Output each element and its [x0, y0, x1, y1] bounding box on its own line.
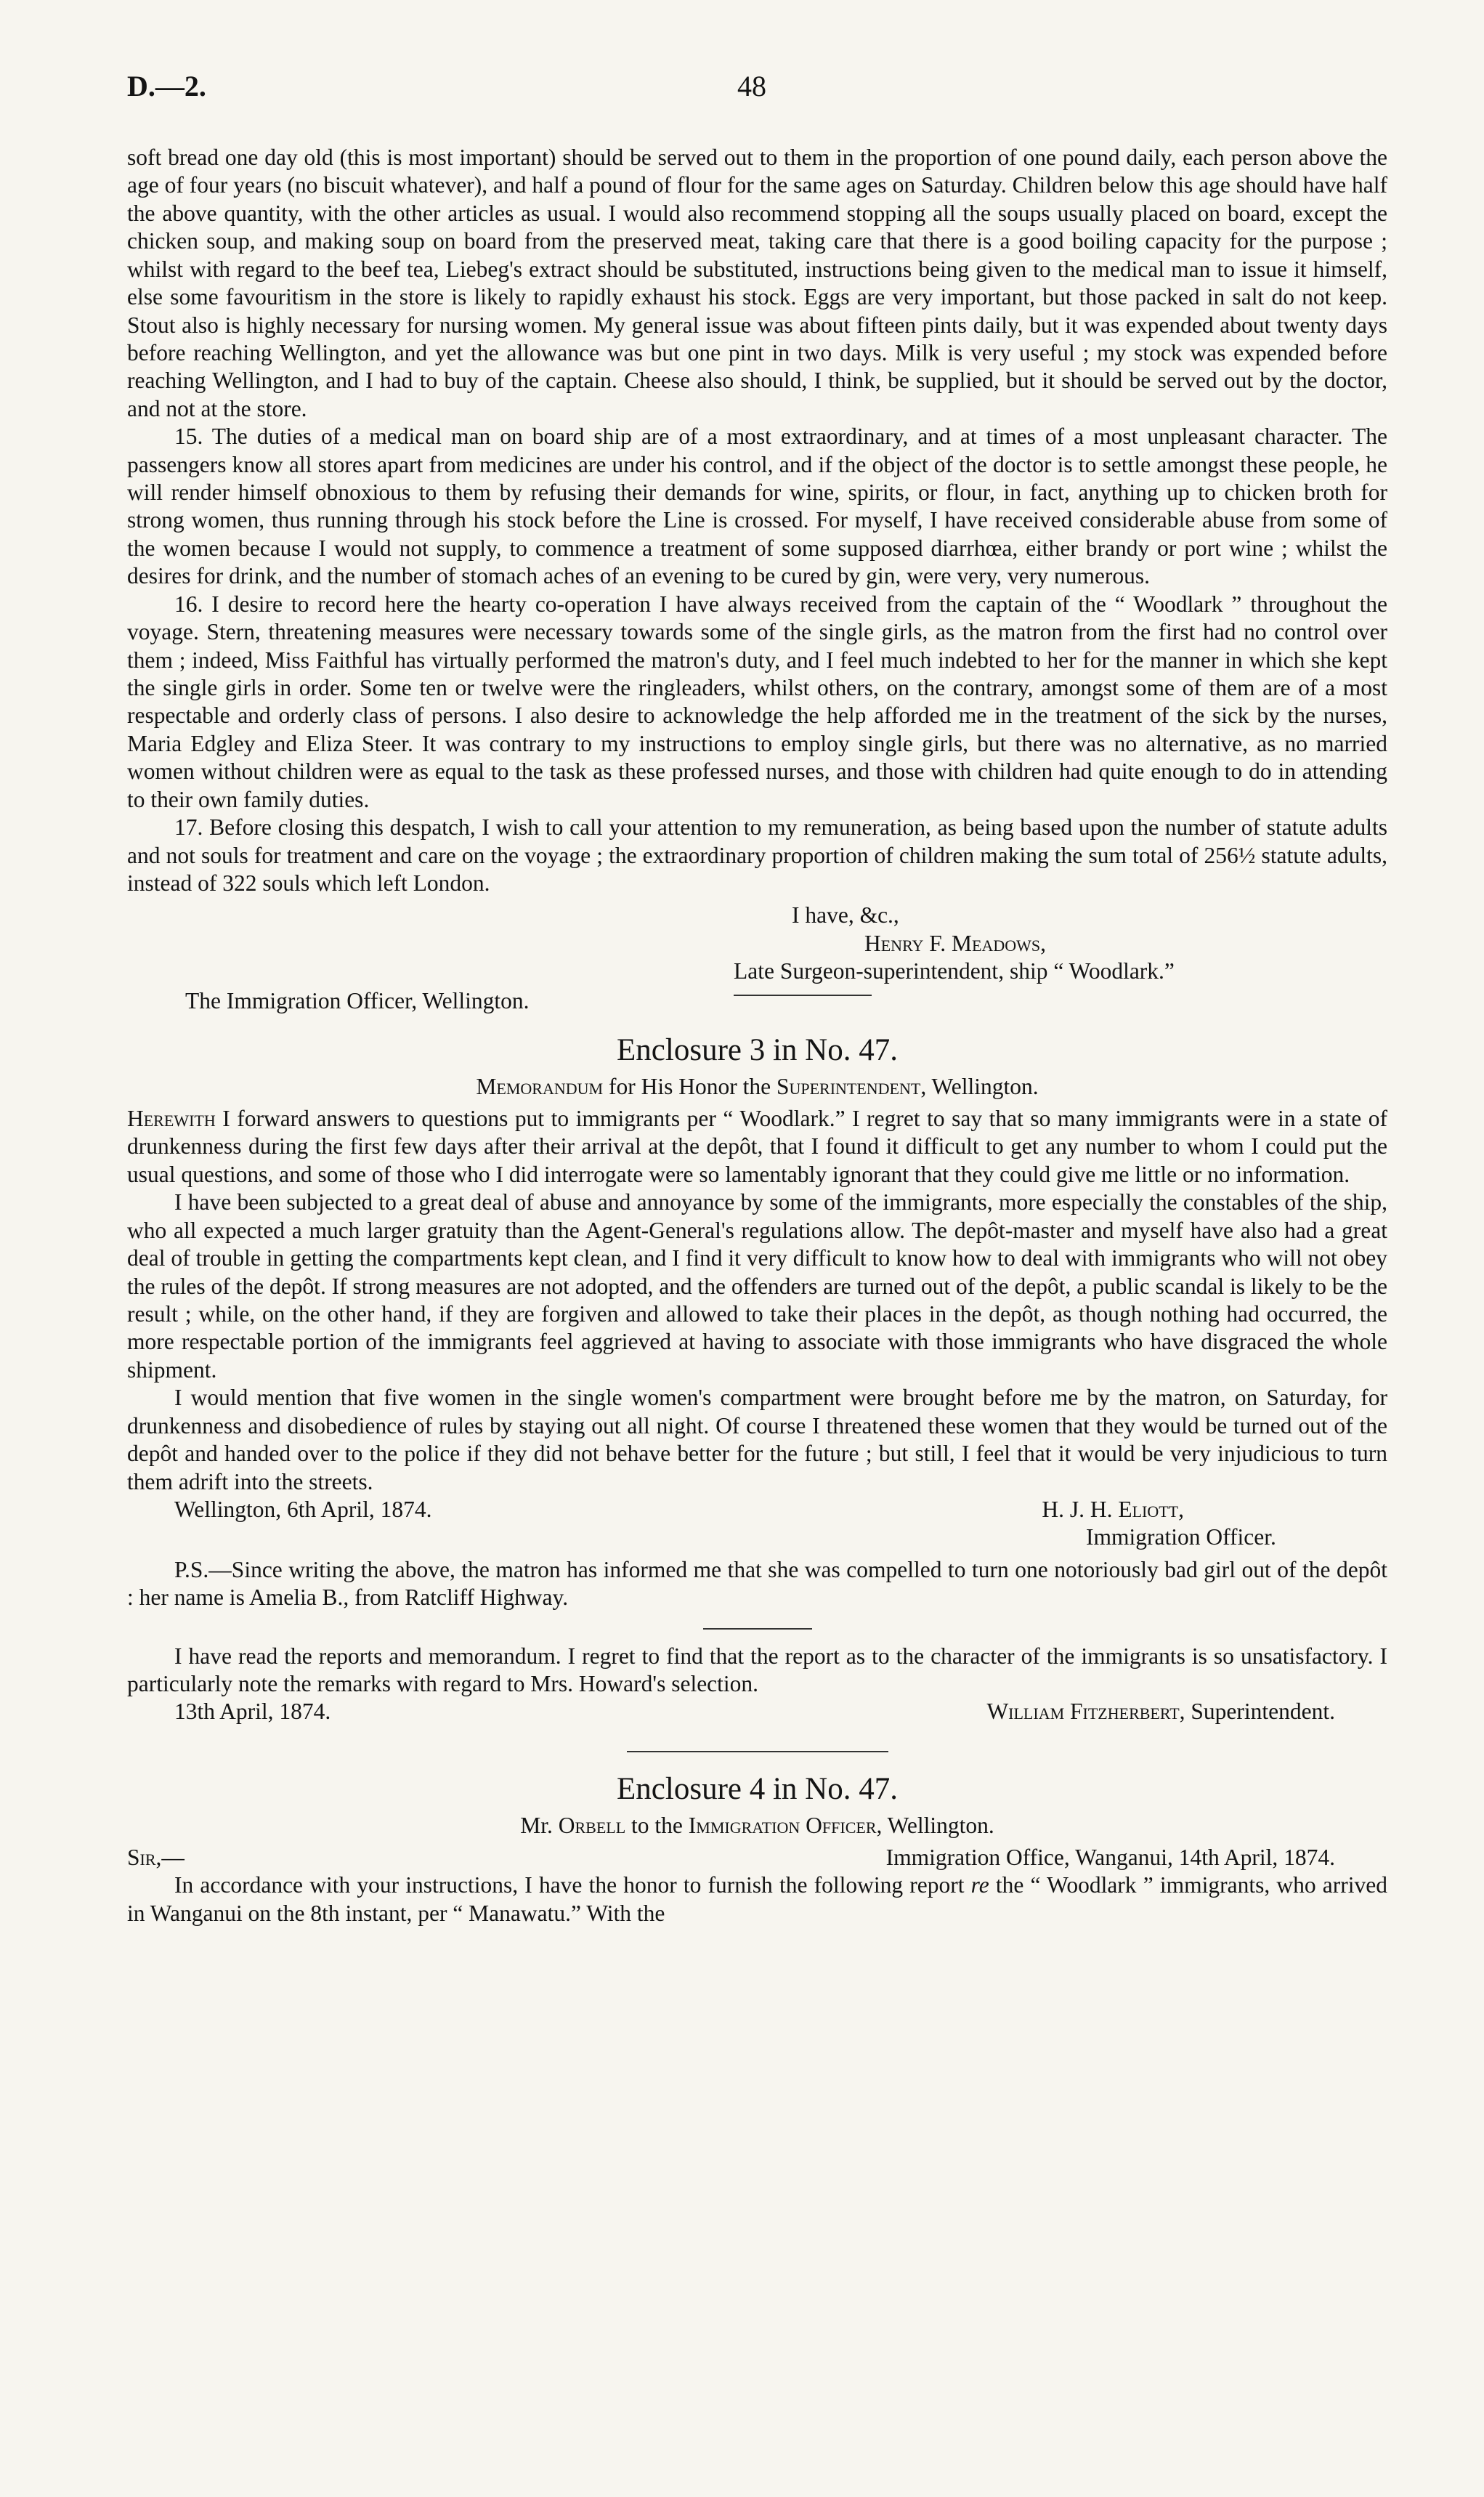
memo-middle: for His Honor the: [603, 1074, 777, 1100]
note-signer: William Fitzherbert: [986, 1699, 1180, 1725]
memo-label: Memorandum: [476, 1074, 604, 1100]
memo-first-text: I forward answers to questions put to immigrants per “ Woodlark.” I regret to say that so many immigrants were in a state of drunkenness during the first few days after their arrival at the depôt, that I found it difficult to get any number to whom I could put the usual questions, and some of those who I did interrogate were so lamentably ignorant that they could give me little or no information.: [127, 1106, 1387, 1187]
paragraph-15: 15. The duties of a medical man on board ship are of a most extraordinary, and at times of a most unpleasant character. The passengers know all stores apart from medicines are under his control, and if the object of the doctor is to settle amongst these people, he will render himself obnoxious to them by refusing their demands for wine, spirits, or flour, in fact, anything up to chicken broth for strong women, thus running through his stock before the Line is crossed. For myself, I have received considerable abuse from some of the women because I would not supply, to commence a treatment of some supposed diarrhœa, either brandy or port wine ; whilst the desires for drink, and the number of stomach aches of an evening to be cured by gin, were very, very numerous.: [127, 424, 1387, 589]
section-divider: [734, 995, 872, 996]
surgeon-letter: [127, 144, 1387, 1013]
memo-paragraph-women: I would mention that five women in the single women's compartment were brought before me by the matron, on Saturday, for drunkenness and disobedience of rules by staying out all night. Of course I threatened these women that they would be turned out of the depôt and handed over to the police if they did not behave better for the future ; but still, I feel that it would be very injudicious to turn them adrift into the streets.: [127, 1385, 1387, 1494]
memo-first-word: Herewith: [127, 1106, 216, 1132]
memo-signer: H. J. H. Eliott,: [1042, 1496, 1184, 1522]
salutation: Sir,—: [127, 1844, 185, 1870]
heading-city: , Wellington.: [876, 1812, 994, 1838]
superintendent-note: I have read the reports and memorandum. I regret to find that the report as to the character of the immigrants is so unsatisfactory. I particularly note the remarks with regard to Mrs. Howard's selection.: [127, 1643, 1387, 1697]
memo-dateline: [127, 1496, 1387, 1523]
report-text-a: In accordance with your instructions, I have the honor to furnish the following report: [174, 1872, 971, 1898]
paragraph-17: 17. Before closing this despatch, I wish to call your attention to my remuneration, as being based upon the number of statute adults and not souls for treatment and care on the voyage ; the extraordinary proportion of children making the sum total of 256½ statute adults, instead of 322 souls which left London.: [127, 814, 1387, 896]
heading-name: Orbell: [558, 1812, 626, 1838]
note-divider: [703, 1628, 812, 1630]
enclosure-4-title: Enclosure 4 in No. 47.: [617, 1771, 898, 1806]
page-number: 48: [737, 70, 766, 102]
report-opening: [127, 1871, 1387, 1927]
memo-first-paragraph: [127, 1105, 1387, 1189]
enclosure-4: [127, 1771, 1387, 1927]
heading-from: Mr.: [520, 1812, 559, 1838]
note-dateline: [127, 1698, 1387, 1725]
salutation-line: [127, 1844, 1387, 1871]
heading-to: to the: [625, 1812, 689, 1838]
letter-signer-title: Late Surgeon-superintendent, ship “ Woodlark.”: [734, 958, 1175, 984]
paragraph-16: 16. I desire to record here the hearty co-operation I have always received from the captain of the “ Woodlark ” throughout the voyage. Stern, threatening measures were necessary towards some of the single girls, as the matron from the first had no control over them ; indeed, Miss Faithful has virtually performed the matron's duty, and I feel much indebted to her for the manner in which she kept the single girls in order. Some ten or twelve were the ringleaders, whilst others, on the contrary, amongst some of them are of a most respectable and orderly class of persons. I also desire to acknowledge the help afforded me in the treatment of the sick by the nurses, Maria Edgley and Eliza Steer. It was contrary to my instructions to employ single girls, but there was no alternative, as no married women without children were as equal to the task as these professed nurses, and those with children had quite enough to do in attending to their own family duties.: [127, 591, 1387, 812]
note-signer-title: , Superintendent.: [1179, 1699, 1335, 1725]
memo-date: Wellington, 6th April, 1874.: [174, 1496, 432, 1522]
office-line: Immigration Office, Wanganui, 14th April, 1874.: [885, 1844, 1335, 1870]
note-date: 13th April, 1874.: [174, 1699, 331, 1725]
memo-superintendent: Superintendent: [776, 1074, 921, 1100]
report-re: re: [970, 1872, 989, 1898]
page-header: [127, 69, 1387, 113]
enclosure-3: [127, 1032, 1387, 1752]
paragraph-rations: soft bread one day old (this is most important) should be served out to them in the proportion of one pound daily, each person above the age of four years (no biscuit whatever), and half a pound of flour for the same ages on Saturday. Children below this age should have half the above quantity, with the other articles as usual. I would also recommend stopping all the soups usually placed on board, except the chicken soup, and making soup on board from the preserved meat, taking care that there is a good boiling capacity for the purpose ; whilst with regard to the beef tea, Liebeg's extract should be substituted, instructions being given to the medical man to issue it himself, else some favouritism in the store is likely to rapidly exhaust his stock. Eggs are very important, but those packed in salt do not keep. Stout also is highly necessary for nursing women. My general issue was about fifteen pints daily, but it was expended about twenty days before reaching Wellington, and yet the allowance was but one pint in two days. Milk is very useful ; my stock was expended before reaching Wellington, and I had to buy of the captain. Cheese also should, I think, be supplied, but it should be served out by the doctor, and not at the store.: [127, 145, 1387, 421]
enclosure-3-title: Enclosure 3 in No. 47.: [617, 1033, 898, 1068]
letter-addressee: The Immigration Officer, Wellington.: [185, 987, 530, 1013]
letter-signer: Henry F. Meadows,: [864, 930, 1047, 956]
report-text-b: the “ Woodlark ” immigrants, who arrived in Wanganui on the 8th instant, per “ Manawatu.” With the: [127, 1872, 1387, 1926]
enclosure-divider: [627, 1751, 888, 1752]
page-content: [127, 144, 1387, 1927]
heading-officer: Immigration Officer: [688, 1812, 877, 1838]
memo-postscript: P.S.—Since writing the above, the matron has informed me that she was compelled to turn one notoriously bad girl out of the depôt : her name is Amelia B., from Ratcliff Highway.: [127, 1556, 1387, 1611]
document-reference: D.—2.: [127, 70, 206, 102]
memo-paragraph-abuse: I have been subjected to a great deal of abuse and annoyance by some of the immigrants, more especially the constables of the ship, who all expected a much larger gratuity than the Agent-General's regulations allow. The depôt-master and myself have also had a great deal of trouble in getting the compartments kept clean, and I find it very difficult to know how to deal with immigrants who will not obey the rules of the depôt. If strong measures are not adopted, and the offenders are turned out of the depôt, a public scandal is likely to be the result ; while, on the other hand, if they are forgiven and allowed to take their places in the depôt, as though nothing had occurred, the more respectable portion of the immigrants feel aggrieved at having to associate with those immigrants who have disgraced the whole shipment.: [127, 1189, 1387, 1383]
note-signature: [986, 1698, 1335, 1725]
memo-city: , Wellington.: [920, 1074, 1039, 1100]
letter-heading: [127, 1811, 1387, 1841]
memo-signer-title: Immigration Officer.: [1086, 1524, 1276, 1550]
memorandum-heading: [127, 1072, 1387, 1102]
letter-closing: I have, &c.,: [792, 902, 899, 928]
